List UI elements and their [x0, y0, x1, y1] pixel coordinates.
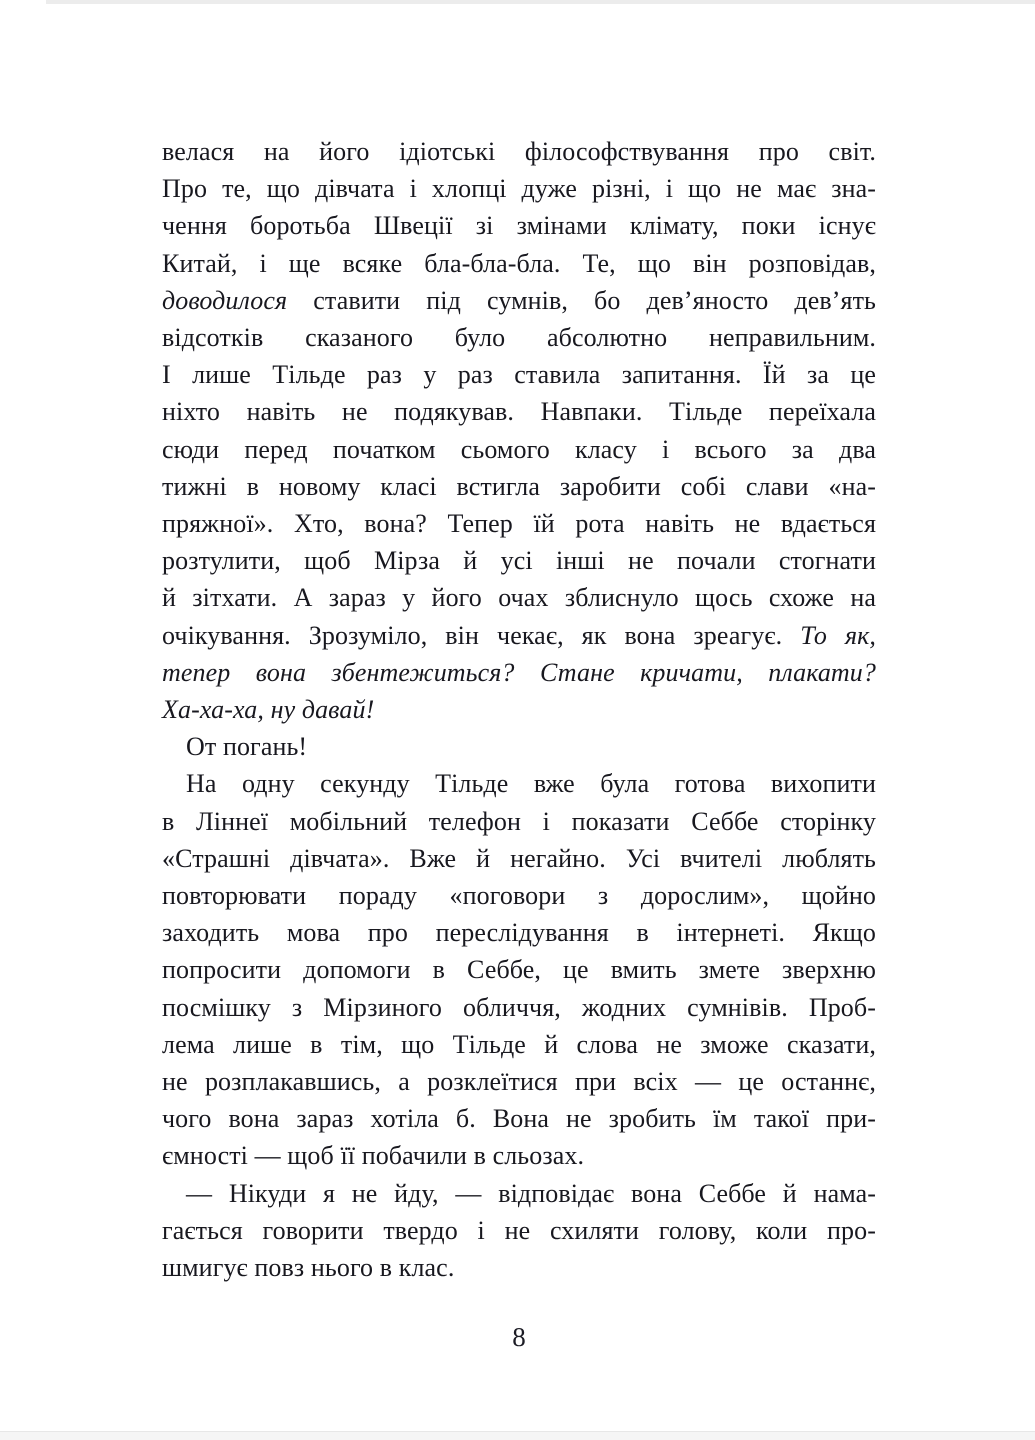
text-line [162, 133, 876, 170]
text-line [162, 728, 876, 765]
text-segment: Про те, що дівчата і хлопці дуже різні, і що не має зна- [162, 174, 876, 204]
text-segment: очікування. Зрозуміло, він чекає, як вона зреагує. [162, 620, 801, 650]
text-line [162, 505, 876, 542]
page-text [162, 133, 876, 1286]
text-line [162, 1137, 876, 1174]
text-segment: гається говорити твердо і не схиляти голову, коли про- [162, 1215, 876, 1245]
text-segment: в Ліннеї мобільний телефон і показати Себбе сторінку [162, 806, 876, 836]
text-line [162, 170, 876, 207]
text-line [162, 1175, 876, 1212]
text-segment: посмішку з Мірзиного обличчя, жодних сумнівів. Проб- [162, 992, 876, 1022]
text-segment: І лише Тільде раз у раз ставила запитання. Їй за це [162, 360, 876, 390]
text-line [162, 877, 876, 914]
text-segment: розтулити, щоб Мірза й усі інші не почали стогнати [162, 546, 876, 576]
text-line [162, 319, 876, 356]
text-line [162, 1026, 876, 1063]
text-line [162, 431, 876, 468]
text-line [162, 282, 876, 319]
text-line [162, 1063, 876, 1100]
text-line [162, 989, 876, 1026]
text-line [162, 765, 876, 802]
text-line [162, 542, 876, 579]
text-segment: велася на його ідіотські філософствування про світ. [162, 137, 876, 166]
text-segment: заходить мова про переслідування в інтернеті. Якщо [162, 918, 876, 948]
text-segment: ставити під сумнів, бо дев’яносто дев’ять [287, 285, 876, 315]
text-segment: ємності — щоб її побачили в сльозах. [162, 1141, 585, 1171]
text-line [162, 245, 876, 282]
text-line [162, 914, 876, 951]
text-line [162, 951, 876, 988]
text-line [162, 1249, 876, 1286]
scan-edge-bottom [0, 1431, 1035, 1440]
text-segment: На одну секунду Тільде вже була готова вихопити [186, 769, 876, 799]
text-segment: Китай, і ще всяке бла-бла-бла. Те, що він розповідав, [162, 248, 876, 278]
text-segment: лема лише в тім, що Тільде й слова не зможе сказати, [162, 1029, 876, 1059]
text-line [162, 1100, 876, 1137]
page-number: 8 [512, 1322, 526, 1352]
text-line [162, 691, 876, 728]
text-segment: От погань! [186, 732, 308, 762]
text-segment-italic: Ха-ха-ха, ну давай! [162, 695, 375, 725]
text-segment: відсотків сказаного було абсолютно неправильним. [162, 323, 876, 353]
text-segment: шмигує повз нього в клас. [162, 1253, 455, 1283]
text-segment: пряжної». Хто, вона? Тепер їй рота навіть не вдається [162, 509, 876, 539]
text-segment-italic: тепер вона збентежиться? Стане кричати, плакати? [162, 657, 876, 687]
text-line [162, 468, 876, 505]
text-line [162, 617, 876, 654]
text-line [162, 393, 876, 430]
text-segment: повторювати пораду «поговори з дорослим», щойно [162, 881, 876, 911]
text-segment: чого вона зараз хотіла б. Вона не зробить їм такої при- [162, 1104, 876, 1134]
text-line [162, 207, 876, 244]
text-segment-italic: доводилося [162, 285, 288, 315]
text-line [162, 803, 876, 840]
text-segment-italic: То як, [800, 620, 876, 650]
text-segment: — Нікуди я не йду, — відповідає вона Себбе й нама- [186, 1178, 876, 1208]
text-segment: тижні в новому класі встигла заробити собі слави «на- [162, 471, 876, 501]
text-line [162, 356, 876, 393]
text-line [162, 654, 876, 691]
text-line [162, 1212, 876, 1249]
text-line [162, 840, 876, 877]
text-segment: попросити допомоги в Себбе, це вмить змете зверхню [162, 955, 876, 985]
text-segment: не розплакавшись, а розклеїтися при всіх — це останнє, [162, 1067, 876, 1097]
text-segment: чення боротьба Швеції зі змінами клімату, поки існує [162, 211, 876, 241]
text-segment: ніхто навіть не подякував. Навпаки. Тільде переїхала [162, 397, 876, 427]
text-line [162, 579, 876, 616]
text-segment: «Страшні дівчата». Вже й негайно. Усі вчителі люблять [162, 843, 876, 873]
text-segment: сюди перед початком сьомого класу і всього за два [162, 434, 876, 464]
text-segment: й зітхати. А зараз у його очах зблиснуло щось схоже на [162, 583, 876, 613]
scan-edge-top [46, 0, 1035, 4]
